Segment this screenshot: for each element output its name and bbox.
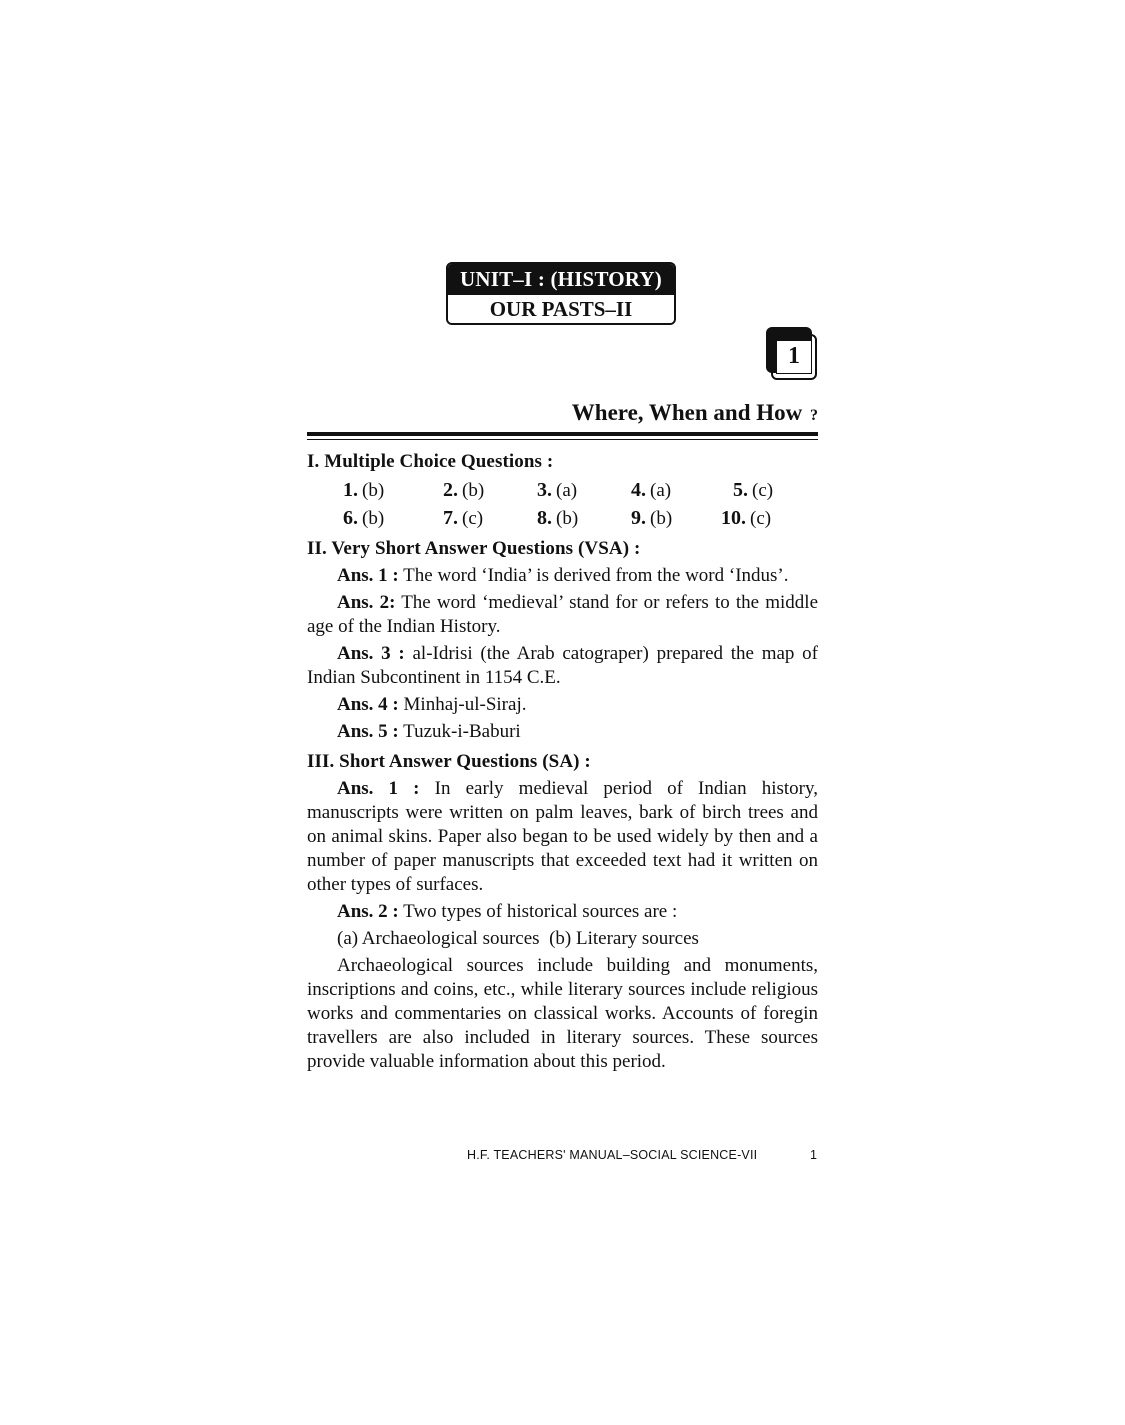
main-content xyxy=(307,450,818,1074)
vsa-answer-1 xyxy=(307,564,818,588)
mcq-question-number: 1. xyxy=(343,479,358,501)
mcq-answer xyxy=(721,506,811,531)
answer-label: Ans. 1 : xyxy=(337,565,399,586)
answer-label: Ans. 4 : xyxy=(337,694,399,715)
mcq-answer xyxy=(343,478,443,503)
unit-header-box xyxy=(446,262,676,325)
sa-answer-2-types: (a) Archaeological sources (b) Literary sources xyxy=(337,928,699,949)
footer-page-number: 1 xyxy=(810,1148,817,1162)
mcq-question-number: 3. xyxy=(537,479,552,501)
mcq-question-number: 9. xyxy=(631,507,646,529)
mcq-option: (c) xyxy=(750,508,772,529)
answer-text: In early medieval period of Indian history, manuscripts were written on palm leaves, bark of birch trees and on animal skins. Paper also began to be used widely by then and a number of paper manuscripts that exceeded text had it written on other types of surfaces. xyxy=(307,778,819,895)
mcq-option: (a) xyxy=(556,480,578,501)
unit-subtitle: OUR PASTS–II xyxy=(448,295,674,325)
vsa-answer-3 xyxy=(307,642,818,690)
answer-text: Tuzuk-i-Baburi xyxy=(398,721,521,742)
answer-label: Ans. 2 : xyxy=(337,901,399,922)
mcq-answer xyxy=(443,478,537,503)
vsa-answer-4 xyxy=(307,693,818,717)
section-sa-heading: III. Short Answer Questions (SA) : xyxy=(307,751,591,772)
answer-text: Minhaj-ul-Siraj. xyxy=(398,694,527,715)
mcq-answer xyxy=(631,478,721,503)
mcq-question-number: 6. xyxy=(343,507,358,529)
mcq-question-number: 7. xyxy=(443,507,458,529)
chapter-number: 1 xyxy=(776,340,812,374)
unit-title: UNIT–I : (HISTORY) xyxy=(448,264,674,295)
vsa-answer-2 xyxy=(307,591,818,639)
section-mcq-heading: I. Multiple Choice Questions : xyxy=(307,451,554,472)
answer-text: The word ‘India’ is derived from the word ‘Indus’. xyxy=(398,565,789,586)
answer-label: Ans. 1 : xyxy=(337,778,420,799)
answer-text: Two types of historical sources are : xyxy=(398,901,678,922)
mcq-answer xyxy=(631,506,721,531)
sa-answer-2 xyxy=(307,900,818,924)
chapter-title xyxy=(572,400,818,426)
mcq-option: (c) xyxy=(752,480,774,501)
answer-text: The word ‘medieval’ stand for or refers to the middle age of the Indian History. xyxy=(307,592,818,637)
mcq-option: (b) xyxy=(462,480,485,501)
mcq-answer xyxy=(721,478,811,503)
mcq-question-number: 10. xyxy=(721,507,746,529)
answer-label: Ans. 3 : xyxy=(337,643,405,664)
mcq-answer-grid xyxy=(343,478,818,531)
mcq-answer xyxy=(443,506,537,531)
answer-text: al-Idrisi (the Arab catograper) prepared the map of Indian Subcontinent in 1154 C.E. xyxy=(307,643,818,688)
mcq-option: (c) xyxy=(462,508,484,529)
vsa-answer-5 xyxy=(307,720,818,744)
mcq-question-number: 5. xyxy=(733,479,748,501)
title-rule-thin xyxy=(307,439,818,440)
sa-answer-2-paragraph: Archaeological sources include building and monuments, inscriptions and coins, etc., while literary sources include religious works and commentaries on classical works. Accounts of foregin travellers are also included in literary sources. These sources provide valuable information about this period. xyxy=(307,955,818,1072)
mcq-question-number: 8. xyxy=(537,507,552,529)
mcq-question-number: 4. xyxy=(631,479,646,501)
footer-book-title: H.F. TEACHERS' MANUAL–SOCIAL SCIENCE-VII xyxy=(467,1148,758,1162)
mcq-answer xyxy=(343,506,443,531)
answer-label: Ans. 5 : xyxy=(337,721,399,742)
answer-label: Ans. 2: xyxy=(337,592,396,613)
mcq-answer xyxy=(537,478,631,503)
chapter-title-mark: ? xyxy=(810,407,818,424)
section-vsa-heading: II. Very Short Answer Questions (VSA) : xyxy=(307,538,641,559)
chapter-number-badge xyxy=(766,327,818,381)
mcq-option: (b) xyxy=(556,508,579,529)
mcq-question-number: 2. xyxy=(443,479,458,501)
chapter-title-text: Where, When and How xyxy=(571,400,803,425)
mcq-option: (b) xyxy=(650,508,673,529)
sa-answer-1 xyxy=(307,777,818,897)
title-rule-thick xyxy=(307,432,818,436)
mcq-option: (a) xyxy=(650,480,672,501)
mcq-option: (b) xyxy=(362,508,385,529)
mcq-answer xyxy=(537,506,631,531)
mcq-option: (b) xyxy=(362,480,385,501)
